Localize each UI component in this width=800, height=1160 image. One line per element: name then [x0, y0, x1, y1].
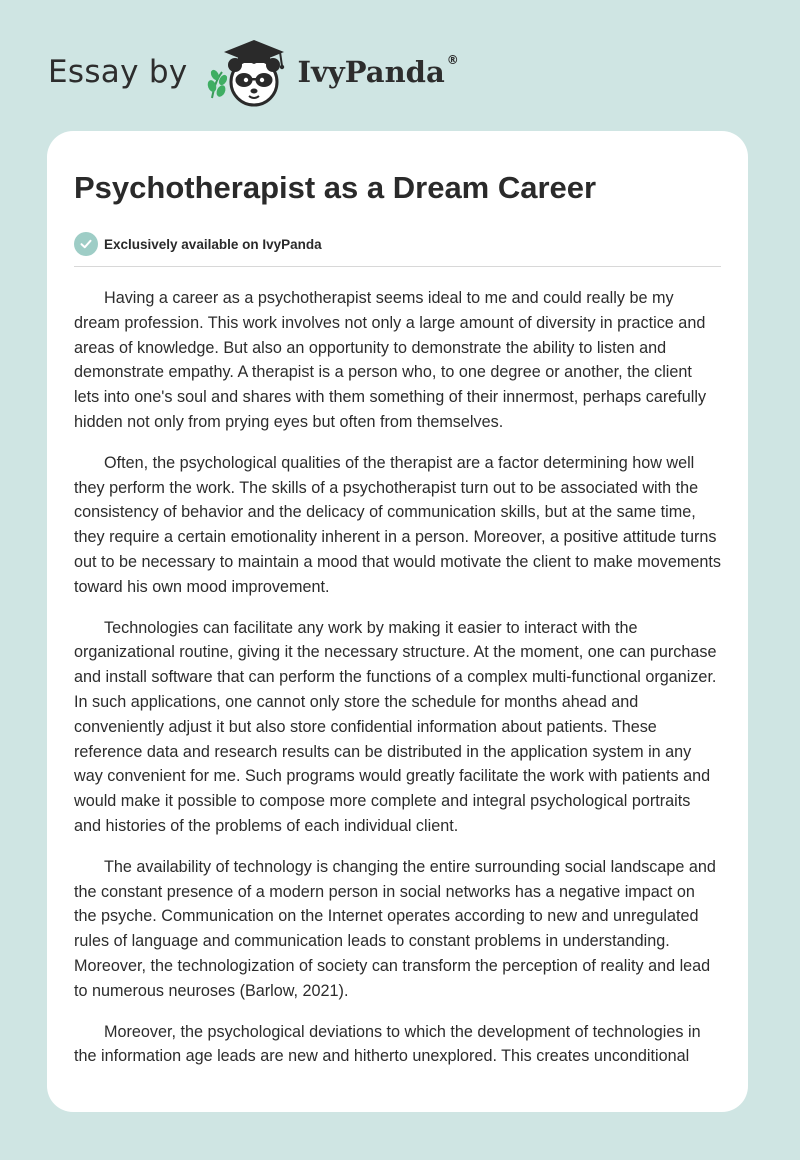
essay-body [74, 286, 721, 1069]
check-circle-icon [74, 232, 98, 256]
exclusive-badge [74, 232, 721, 256]
essay-paragraph: Technologies can facilitate any work by making it easier to interact with the organizational routine, giving it the necessary structure. At the moment, one can purchase and install software that can perform the functions of a complex multi-functional organizer. In such applications, one cannot only store the schedule for months ahead and conveniently adjust it but also store confidential information about patients. These reference data and research results can be distributed in the application system in any way convenient for me. Such programs would greatly facilitate the work with patients and would make it possible to compose more complete and integral psychological portraits and histories of the problems of each individual client. [74, 618, 717, 835]
divider [74, 266, 721, 267]
page-title: Psychotherapist as a Dream Career [74, 170, 597, 205]
exclusive-badge-text: Exclusively available on IvyPanda [104, 236, 322, 252]
brand-header [48, 36, 459, 108]
essay-card [47, 131, 748, 1112]
essay-paragraph: The availability of technology is changing the entire surrounding social landscape and the constant presence of a modern person in social networks has a negative impact on the psyche. Communication on the Internet operates according to new and unregulated rules of language and communication leads to constant problems in understanding. Moreover, the technologization of society can transform the perception of reality and lead to numerous neuroses (Barlow, 2021). [74, 857, 716, 1000]
panda-graduate-icon [204, 36, 296, 108]
brand-name [297, 52, 459, 89]
essay-paragraph: Often, the psychological qualities of the therapist are a factor determining how well they perform the work. The skills of a psychotherapist turn out to be associated with the consistency of behavior and the delicacy of communication skills, but at the same time, they require a certain emotionality inherent in a person. Moreover, a positive attitude turns out to be necessary to maintain a mood that would motivate the client to make movements toward his own mood improvement. [74, 453, 721, 596]
essay-paragraph: Moreover, the psychological deviations to which the development of technologies in the information age leads are new and hitherto unexplored. This creates unconditional [74, 1022, 701, 1066]
brand-name-text: IvyPanda [297, 54, 445, 89]
registered-mark: ® [446, 52, 459, 67]
essay-paragraph: Having a career as a psychotherapist seems ideal to me and could really be my dream profession. This work involves not only a large amount of diversity in practice and areas of knowledge. But also an opportunity to demonstrate the ability to listen and demonstrate empathy. A therapist is a person who, to one degree or another, the client lets into one's soul and shares with them something of their innermost, perhaps carefully hidden not only from prying eyes but often from themselves. [74, 289, 707, 431]
brand-prefix: Essay by [48, 53, 188, 90]
